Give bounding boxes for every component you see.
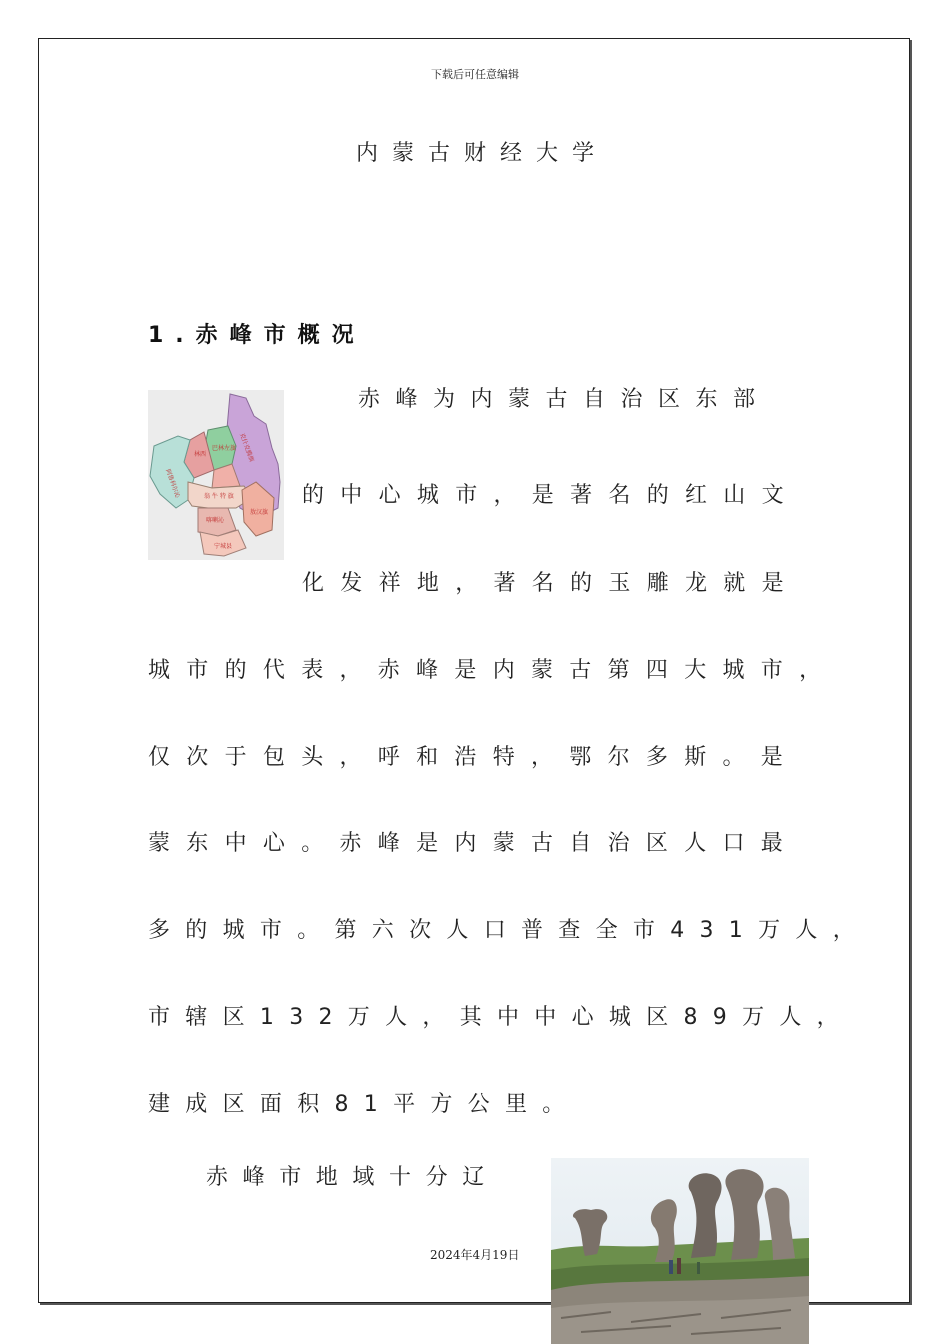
paragraph-line: 化发祥地，著名的玉雕龙就是 bbox=[302, 571, 800, 596]
svg-text:喀喇沁: 喀喇沁 bbox=[206, 517, 225, 524]
paragraph-line: 市辖区132万人，其中中心城区89万人， bbox=[148, 1005, 854, 1030]
header-note: 下载后可任意编辑 bbox=[431, 68, 519, 81]
rock-photo bbox=[551, 1158, 809, 1344]
paragraph-line: 建成区面积81平方公里。 bbox=[148, 1092, 580, 1117]
svg-text:阿鲁科尔沁: 阿鲁科尔沁 bbox=[164, 468, 181, 499]
footer-date: 2024年4月19日 bbox=[430, 1248, 520, 1262]
svg-text:翁 牛 特 旗: 翁 牛 特 旗 bbox=[204, 493, 234, 500]
section-heading: 1.赤峰市概况 bbox=[148, 323, 366, 348]
paragraph-line: 城市的代表，赤峰是内蒙古第四大城市， bbox=[148, 658, 838, 683]
paragraph-line: 多的城市。第六次人口普查全市431万人， bbox=[148, 918, 870, 943]
map-image bbox=[148, 390, 284, 560]
paragraph-line: 赤峰为内蒙古自治区东部 bbox=[358, 387, 771, 412]
svg-text:克什克腾旗: 克什克腾旗 bbox=[238, 432, 255, 463]
svg-text:巴林左旗: 巴林左旗 bbox=[212, 445, 237, 452]
svg-text:宁城县: 宁城县 bbox=[214, 543, 233, 550]
paragraph-line: 仅次于包头，呼和浩特，鄂尔多斯。是 bbox=[148, 745, 800, 770]
paragraph-line: 蒙东中心。赤峰是内蒙古自治区人口最 bbox=[148, 831, 800, 856]
university-title: 内蒙古财经大学 bbox=[355, 141, 608, 166]
svg-text:敖汉旗: 敖汉旗 bbox=[250, 509, 269, 516]
paragraph-line: 赤峰市地域十分辽 bbox=[206, 1165, 499, 1190]
paragraph-line: 的中心城市，是著名的红山文 bbox=[302, 483, 800, 508]
svg-text:林西: 林西 bbox=[194, 451, 207, 458]
